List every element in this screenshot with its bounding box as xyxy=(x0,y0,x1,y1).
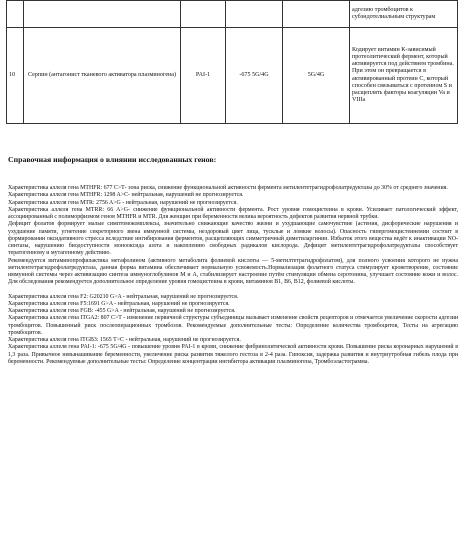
cell-num xyxy=(7,1,24,28)
paragraph: Характеристика аллеля гена ITGB3: 1565 T>C - нейтральная, нарушений не прогнозируется. xyxy=(8,337,241,343)
paragraph: Характеристика аллеля гена MTHFR: 677 С>Т- зона риска, снижение функциональной активности фермента метилентетрагидрофолатредуктазы до 30% от среднего значения. xyxy=(8,185,448,191)
cell-polymorphism: PAI-1 xyxy=(181,28,226,124)
reference-text xyxy=(8,185,458,366)
paragraph: Характеристика аллеля гена MTRR: 66 A>G- снижение функциональной активности фермента. Рост уровня гомоцистеина в крови. Усиливает патологический эффект, ассоциированный с полиморфизмом генов MTHFR и MTR. Для женщин при беременности велика вероятность дефектов развития нервной трубки. xyxy=(8,206,458,220)
cell-genotype-result xyxy=(283,1,350,28)
cell-genotype xyxy=(226,1,283,28)
paragraph: Рекомендуется витаминопрофилактика метафолином (активного метаболита фолиевой кислоты — 5-метилтетрагидрофолатом), для полного усвоения которого не нужна метилентетрагидрофолатредуктаза, данная форма витамина обеспечивает нормальную усвояемость.Нормализация фолатного статуса стимулирует кроветворение, состояние иммунной системы через активизацию синтеза иммуноглобулинов М и А, стабилизирует настроение путём стимуляции обмена серотонина, улучшает состояние кожи и волос. Для обследования рекомендуется дополнительное определение уровня гомоцистеина в крови, витаминов В1, В6, В12, фолиевой кислоты. xyxy=(8,257,458,286)
paragraph: Характеристика аллеля гена ITGA2: 807 C>T - изменение первичной структуры субъединицы вызывает изменение свойств рецепторов и отмечается увеличение скорости адгезии тромбоцитов. Повышенный риск послеоперационных тромбозов. Рекомендуемые дополнительные тесты: Определение количества тромбоцитов, Тесты на агрегацию тромбоцитов. xyxy=(8,315,458,336)
paragraph: Характеристика аллеля гена F2: G20210 G>A - нейтральная, нарушений не прогнозируется. xyxy=(8,293,239,300)
cell-polymorphism xyxy=(181,1,226,28)
cell-gene-name: Серпин (антагонист тканевого активатора плазминогена) xyxy=(24,28,181,124)
cell-genotype-result: 5G/4G xyxy=(283,28,350,124)
paragraph: Характеристика аллеля гена MTR: 2756 A>G - нейтральная, нарушений не прогнозируется. xyxy=(8,199,238,206)
cell-genotype: -675 5G/4G xyxy=(226,28,283,124)
cell-gene-name xyxy=(24,1,181,28)
spacer xyxy=(8,287,458,294)
cell-description: адгезию тромбоцитов к субэндотелиальным структурам xyxy=(350,1,458,28)
cell-description: Кодирует витамин К-зависимый протеолитический фермент, который активируется под действием тромбина. При этом он превращается в активированный протеин С, который способен связываться с протеином S и расщеплять факторы коагуляции Va и VIIIa xyxy=(350,28,458,124)
cell-num: 10 xyxy=(7,28,24,124)
paragraph: Характеристика аллеля гена MTHFR: 1298 A>C- нейтральная, нарушений не прогнозируется. xyxy=(8,192,244,199)
paragraph: Характеристика аллеля гена F5:1691 G>A - нейтральная, нарушений не прогнозируется. xyxy=(8,300,230,307)
paragraph: Характеристика аллеля гена PAI-1: -675 5G/4G - повышение уровня PAI-1 в крови, снижение фибринолитической активности крови. Повышение риска коронарных нарушений в 1,3 раза. Привычное невынашивание беременности, увеличение риска развития тяжелого гестоза в 2-4 раза. Гипоксия, задержка развития и внутриутробная гибель плода при беременности. Рекомендуемые дополнительные тесты: Определение концентрации ингибитора активации плазминогена, Тромбоэластограмма. xyxy=(8,344,458,365)
section-heading: Справочная информация о влиянии исследованных генов: xyxy=(8,155,217,164)
paragraph: Дефицит фолатов формирует малые симптомокомплексы, значительно снижающие качество жизни и ухудшающие самочувствие (астения, дисфорические нарушения и ухудшение памяти, угнетение секреторного звена иммунной системы, нездоровый цвет лица, тусклые и ломкие волосы). Опасность гипергомоцистеинемии состоит в формировании оксидативного стресса вследствие ингибирования ферментов, расщепляющих симметричный диметиларгинин. Избыток этого вещества ведёт к инактивации NO-синтазы, нарушению биодоступности монооксида азота и накоплению свободных радикалов кислорода. Дефицит метилентетрагидрофолатредуктазы способствует тератогенному и мутагенному действию. xyxy=(8,221,458,257)
table-row xyxy=(7,1,458,28)
paragraph: Характеристика аллеля гена FGB: -455 G>A - нейтральная, нарушений не прогнозируется. xyxy=(8,308,236,314)
gene-table xyxy=(6,0,458,124)
table-row xyxy=(7,28,458,124)
